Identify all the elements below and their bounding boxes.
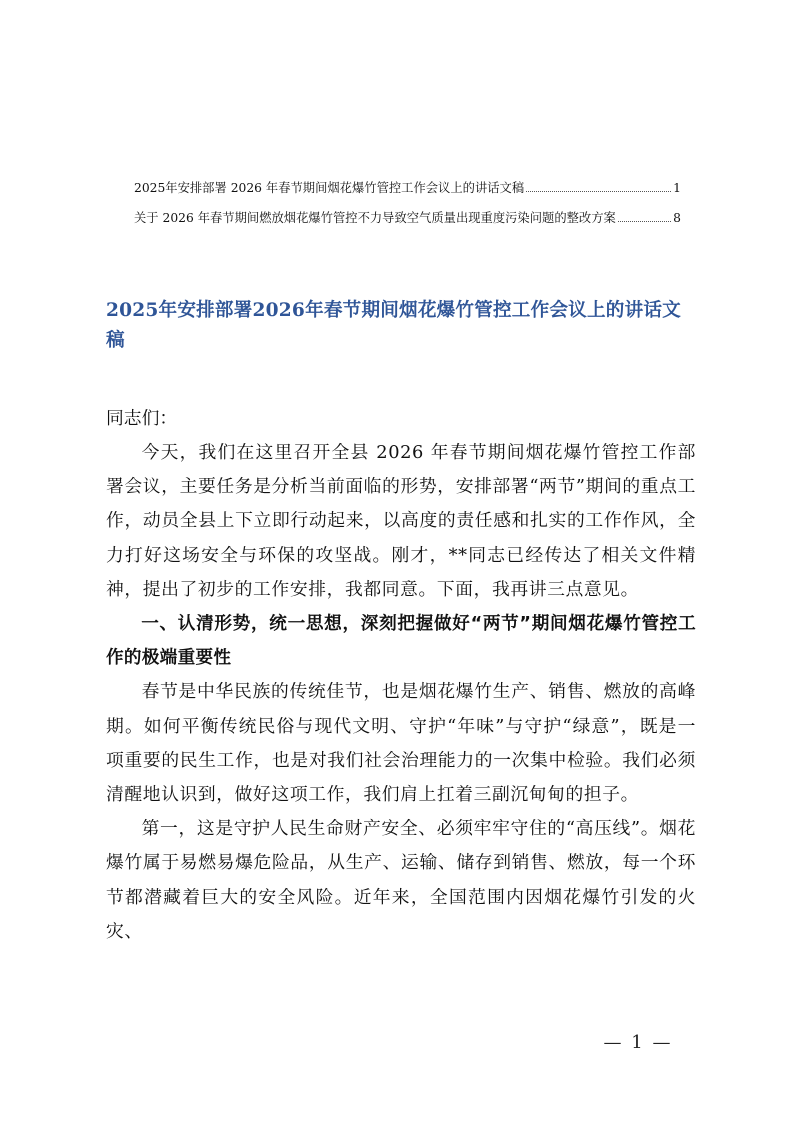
toc-leader-dots <box>618 221 671 222</box>
toc-entry-title: 关于 2026 年春节期间燃放烟花爆竹管控不力导致空气质量出现重度污染问题的整改方案 <box>134 211 616 225</box>
table-of-contents <box>106 173 681 233</box>
toc-entry-title: 2025年安排部署 2026 年春节期间烟花爆竹管控工作会议上的讲话文稿 <box>134 181 525 195</box>
paragraph-point-1: 第一，这是守护人民生命财产安全、必须牢牢守住的“高压线”。烟花爆竹属于易燃易爆危险品，从生产、运输、储存到销售、燃放，每一个环节都潜藏着巨大的安全风险。近年来，全国范围内因烟花爆竹引发的火灾、 <box>106 818 696 942</box>
paragraph-intro: 今天，我们在这里召开全县 2026 年春节期间烟花爆竹管控工作部署会议，主要任务是分析当前面临的形势，安排部署“两节”期间的重点工作，动员全县上下立即行动起来，以高度的责任感和扎实的工作作风，全力打好这场安全与环保的攻坚战。刚才，**同志已经传达了相关文件精神，提出了初步的工作安排，我都同意。下面，我再讲三点意见。 <box>106 442 696 600</box>
section-heading-1: 一、认清形势，统一思想，深刻把握做好“两节”期间烟花爆竹管控工作的极端重要性 <box>106 614 696 669</box>
toc-entry-page: 1 <box>673 181 681 195</box>
document-body <box>106 402 696 949</box>
toc-entry-2[interactable] <box>106 203 681 233</box>
toc-entry-1[interactable] <box>106 173 681 203</box>
page-number: — 1 — <box>603 1032 673 1053</box>
paragraph-context: 春节是中华民族的传统佳节，也是烟花爆竹生产、销售、燃放的高峰期。如何平衡传统民俗与现代文明、守护“年味”与守护“绿意”，既是一项重要的民生工作，也是对我们社会治理能力的一次集中检验。我们必须清醒地认识到，做好这项工作，我们肩上扛着三副沉甸甸的担子。 <box>106 681 696 806</box>
document-title: 2025年安排部署2026年春节期间烟花爆竹管控工作会议上的讲话文稿 <box>106 300 681 351</box>
toc-leader-dots <box>526 191 671 192</box>
salutation: 同志们： <box>106 408 178 429</box>
toc-entry-page: 8 <box>673 211 681 225</box>
